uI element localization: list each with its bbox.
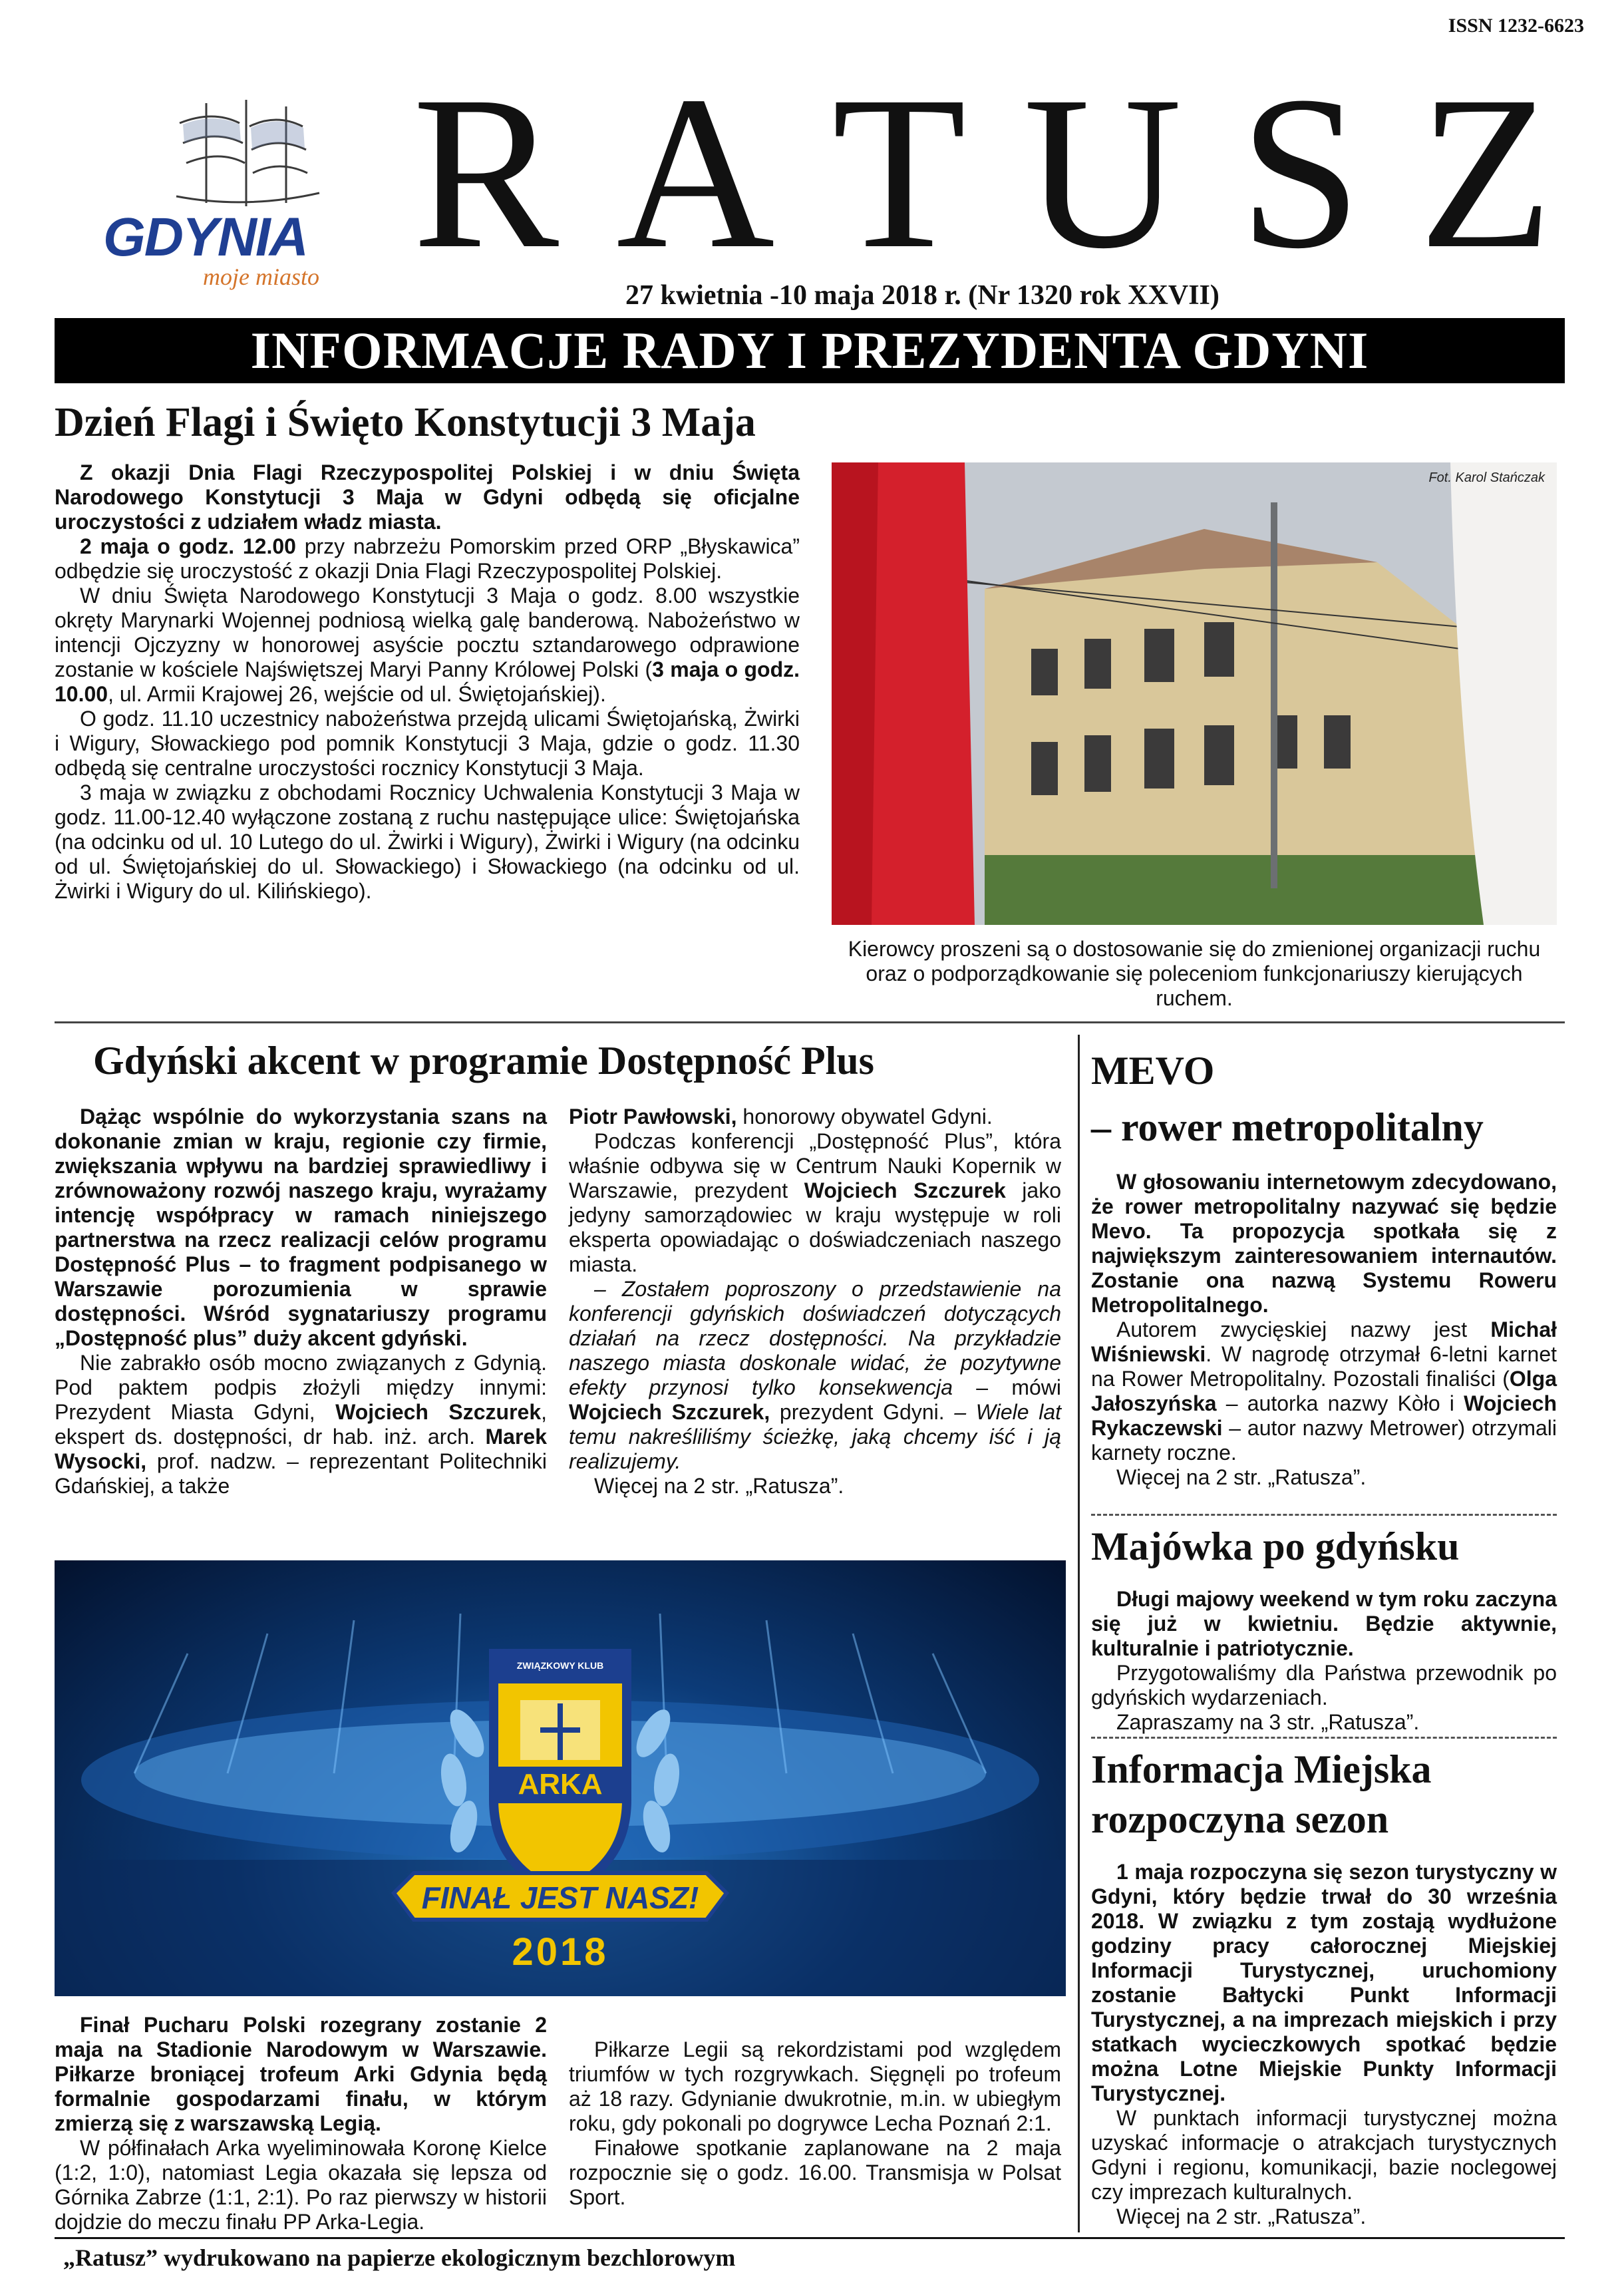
article1-title: Dzień Flagi i Święto Konstytucji 3 Maja (55, 400, 756, 445)
logo-city: GDYNIA (103, 207, 307, 267)
issn: ISSN 1232-6623 (1448, 15, 1584, 37)
title-letter: T (832, 51, 971, 294)
section-divider (55, 1021, 1565, 1023)
article3-paragraph: Finałowe spotkanie zaplanowane na 2 maja rozpocznie się o godz. 16.00. Transmisja w Polsat Sport. (569, 2136, 1061, 2209)
footer-note: „Ratusz” wydrukowano na papierze ekologicznym bezchlorowym (63, 2244, 736, 2271)
title-letter: S (1239, 51, 1366, 294)
article1-paragraph: W dniu Święta Narodowego Konstytucji 3 Maja o godz. 8.00 wszystkie okręty Marynarki Wojennej podniosą wielką galę banderową. Nabożeństwo w intencji Ojczyzny w honorowej asyście pocztu sztandarowego odprawione zostanie w kościele Najświętszej Maryi Panny Królowej Polski (3 maja o godz. 10.00, ul. Armii Krajowej 26, wejście od ul. Świętojańskiej). (55, 584, 800, 706)
sidebar-divider (1091, 1737, 1557, 1739)
title-letter: U (1023, 51, 1186, 294)
majowka-more-link: Zapraszamy na 3 str. „Ratusza”. (1116, 1710, 1420, 1734)
title-letter: A (616, 51, 779, 294)
mevo-lead: W głosowaniu internetowym zdecydowano, że rower metropolitalny nazywać się będzie Mevo. Ta propozycja spotkała się z największym zainteresowaniem internautów. Zostanie ona nazwą Systemu Roweru Metropolitalnego. (1091, 1170, 1557, 1317)
badge-top-text: ZWIĄZKOWY KLUB (516, 1660, 604, 1671)
majowka-paragraph: Przygotowaliśmy dla Państwa przewodnik po gdyńskich wydarzeniach. (1091, 1661, 1557, 1709)
column-divider (1078, 1035, 1080, 2232)
info-paragraph: W punktach informacji turystycznej można uzyskać informacje o atrakcjach turystycznych Gdyni i regionu, komunikacji, bazie noclegowej czy imprezach kulturalnych. (1091, 2106, 1557, 2204)
mevo-title: MEVO (1091, 1049, 1215, 1093)
footer-rule (55, 2237, 1565, 2239)
info-body (1091, 1860, 1557, 2229)
majowka-lead: Długi majowy weekend w tym roku zaczyna się już w kwietniu. Będzie aktywnie, kulturalnie i patriotycznie. (1091, 1587, 1557, 1660)
mevo-more-link: Więcej na 2 str. „Ratusza”. (1116, 1465, 1367, 1489)
arka-final-graphic (55, 1560, 1066, 1996)
article2-more-link: Więcej na 2 str. „Ratusza”. (594, 1474, 844, 1498)
article2-column-1 (55, 1105, 547, 1498)
flag-photo-caption: Kierowcy proszeni są o dostosowanie się do zmienionej organizacji ruchu oraz o podporządkowanie się poleceniom funkcjonariuszy kierujących ruchem. (848, 937, 1541, 1010)
banner-text: INFORMACJE RADY I PREZYDENTA GDYNI (250, 321, 1369, 379)
article2-paragraph: Podczas konferencji „Dostępność Plus”, która właśnie odbywa się w Centrum Nauki Kopernik w Warszawie, prezydent Wojciech Szczurek jako jedyny samorządowiec w kraju występuje w roli eksperta opowiadając o doświadczeniach naszego miasta. (569, 1129, 1062, 1276)
article3-lead: Finał Pucharu Polski rozegrany zostanie 2 maja na Stadionie Narodowym w Warszawie. Piłkarze broniącej trofeum Arki Gdynia będą formalnie gospodarzami finału, w którym zmierzą się z warszawską Legią. (55, 2013, 547, 2135)
mevo-body (1091, 1170, 1557, 1490)
badge-name: ARKA (518, 1768, 603, 1801)
article2-quote: – Zostałem poproszony o przedstawienie na konferencji gdyńskich doświadczeń dotyczących działań na rzecz dostępności. Na przykładzie naszego miasta doskonale widać, że pozytywne efekty przynosi tylko konsekwencja – mówi Wojciech Szczurek, prezydent Gdyni. – Wiele lat temu nakreśliliśmy ścieżkę, jaką chcemy iść i ją realizujemy. (569, 1277, 1062, 1473)
article2-paragraph: Piotr Pawłowski, honorowy obywatel Gdyni. (569, 1105, 993, 1129)
photo-credit: Fot. Karol Stańczak (1428, 470, 1545, 485)
article2-column-2 (569, 1105, 1061, 1498)
badge-ribbon-text: FINAŁ JEST NASZ! (421, 1880, 699, 1915)
badge-year: 2018 (512, 1930, 609, 1974)
article1-paragraph: 2 maja o godz. 12.00 przy nabrzeżu Pomorskim przed ORP „Błyskawica” odbędzie się uroczystość z okazji Dnia Flagi Rzeczypospolitej Polskiej. (55, 534, 800, 583)
gdynia-logo (103, 96, 343, 290)
masthead-title (412, 51, 1557, 294)
flag-photo (832, 462, 1557, 925)
title-letter: R (412, 51, 564, 294)
article2-title: Gdyński akcent w programie Dostępność Plus (93, 1039, 874, 1083)
article1-lead: Z okazji Dnia Flagi Rzeczypospolitej Polskiej i w dniu Święta Narodowego Konstytucji 3 Maja w Gdyni odbędą się oficjalne uroczystości z udziałem władz miasta. (55, 460, 800, 534)
article3-paragraph: W półfinałach Arka wyeliminowała Koronę Kielce (1:2, 1:0), natomiast Legia okazała się lepsza od Górnika Zabrze (1:1, 2:1). Po raz pierwszy w historii dojdzie do meczu finału PP Arka-Legia. (55, 2136, 547, 2234)
article3-column-2 (569, 2037, 1061, 2210)
street-with-flags-image (832, 462, 1557, 925)
majowka-title: Majówka po gdyńsku (1091, 1524, 1460, 1568)
article2-paragraph: Nie zabrakło osób mocno związanych z Gdynią. Pod paktem podpis złożyli między innymi: Prezydent Miasta Gdyni, Wojciech Szczurek, ekspert ds. dostępności, dr hab. inż. arch. Marek Wysocki, prof. nadzw. – reprezentant Politechniki Gdańskiej, a także (55, 1351, 548, 1498)
article3-paragraph: Piłkarze Legii są rekordzistami pod względem triumfów w tych rozgrywkach. Sięgnęli po trofeum aż 18 razy. Gdynianie dwukrotnie, m.in. w ubiegłym roku, gdy pokonali po dogrywce Lecha Poznań 2:1. (569, 2037, 1061, 2135)
title-letter: Z (1418, 51, 1557, 294)
info-more-link: Więcej na 2 str. „Ratusza”. (1116, 2204, 1367, 2228)
sidebar-divider (1091, 1514, 1557, 1516)
mevo-paragraph: Autorem zwycięskiej nazwy jest Michał Wiśniewski. W nagrodę otrzymał 6-letni karnet na Rower Metropolitalny. Pozostali finaliści (Olga Jałoszyńska – autorka nazwy Kòło i Wojciech Rykaczewski – autor nazwy Metrower) otrzymali karnety roczne. (1091, 1317, 1557, 1465)
info-lead: 1 maja rozpoczyna się sezon turystyczny w Gdyni, który będzie trwał do 30 września 2018. W związku z tym zostają wydłużone godziny pracy całorocznej Miejskiej Informacji Turystycznej, uruchomiony zostanie Bałtycki Punkt Informacji Turystycznej, a na imprezach miejskich i przy statkach wycieczkowych spotkać będzie można Lotne Miejskie Punkty Informacji Turystycznej. (1091, 1860, 1557, 2105)
mevo-subtitle: – rower metropolitalny (1091, 1105, 1484, 1149)
article1-paragraph: O godz. 11.10 uczestnicy nabożeństwa przejdą ulicami Świętojańską, Żwirki i Wigury, Słowackiego pod pomnik Konstytucji 3 Maja, gdzie o godz. 11.30 odbędą się centralne uroczystości rocznicy Konstytucji 3 Maja. (55, 707, 800, 780)
logo-tagline: moje miasto (203, 263, 319, 290)
sailing-ship-icon (166, 96, 326, 213)
article1-paragraph: 3 maja w związku z obchodami Rocznicy Uchwalenia Konstytucji 3 Maja w godz. 11.00-12.40 wyłączone zostaną z ruchu następujące ulice: Świętojańska (na odcinku od ul. 10 Lutego do ul. Żwirki i Wigury), Żwirki i Wigury (na odcinku od ul. Świętojańskiej do ul. Słowackiego) i Słowackiego (na odcinku od ul. Żwirki i Wigury do ul. Kilińskiego). (55, 781, 800, 903)
info-title: Informacja Miejska (1091, 1747, 1432, 1791)
article3-column-1 (55, 2013, 547, 2234)
majowka-body (1091, 1587, 1557, 1735)
issue-line: 27 kwietnia -10 maja 2018 r. (Nr 1320 rok XXVII) (625, 280, 1219, 311)
article1-body (55, 460, 800, 904)
article2-lead: Dążąc wspólnie do wykorzystania szans na dokonanie zmian w kraju, regionie czy firmie, zwiększania wpływu na bardziej sprawiedliwy i zrównoważony rozwój naszego kraju, wyrażamy intencję współpracy w ramach niniejszego partnerstwa na rzecz realizacji celów programu Dostępność Plus – to fragment podpisanego w Warszawie porozumienia w sprawie dostępności. Wśród sygnatariuszy programu „Dostępność plus” duży akcent gdyński. (55, 1105, 547, 1350)
info-subtitle: rozpoczyna sezon (1091, 1797, 1389, 1841)
banner (55, 318, 1565, 383)
